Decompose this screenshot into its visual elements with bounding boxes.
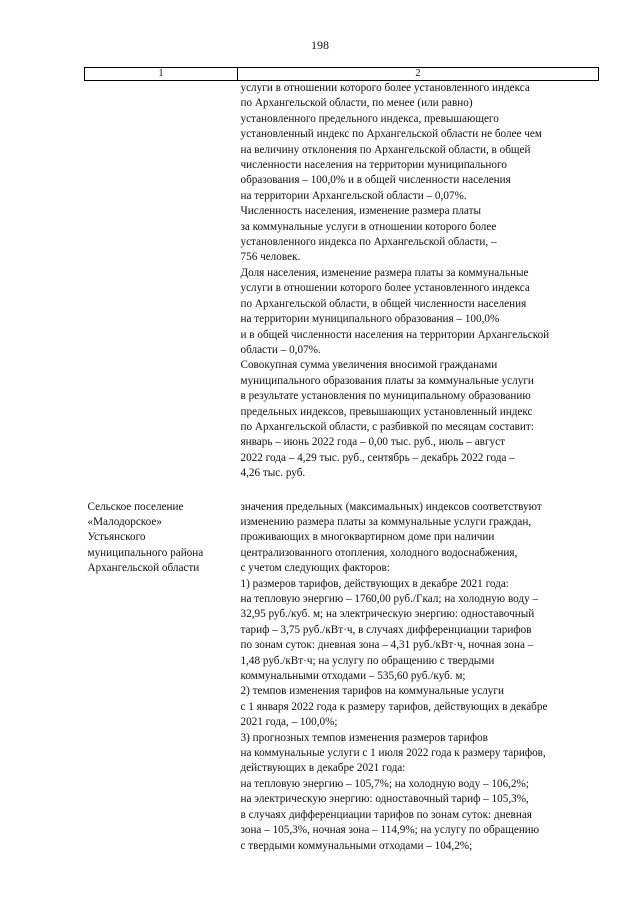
- text-line: по Архангельской области, по менее (или равно): [240, 97, 473, 110]
- text-line: по зонам суток: дневная зона – 4,31 руб./кВт·ч, ночная зона –: [240, 639, 534, 652]
- page-number: 198: [311, 38, 329, 52]
- text-line: 2022 года – 4,29 тыс. руб., сентябрь – декабрь 2022 года –: [240, 451, 515, 464]
- municipality-name-line: Устьянского: [87, 531, 146, 544]
- text-line: проживающих в многоквартирном доме при наличии: [240, 531, 495, 544]
- text-line: установленного индекса по Архангельской области, –: [240, 236, 497, 249]
- text-line: муниципального образования платы за коммунальные услуги: [240, 374, 534, 387]
- text-line: с учетом следующих факторов:: [240, 562, 390, 575]
- municipality-name-line: Архангельской области: [87, 562, 200, 575]
- column-header-2: 2: [238, 68, 599, 81]
- text-line: предельных индексов, превышающих установленный индекс: [240, 405, 533, 418]
- text-line: с 1 января 2022 года к размеру тарифов, действующих в декабре: [240, 700, 548, 713]
- text-line: на величину отклонения по Архангельской области, в общей: [240, 143, 531, 156]
- text-line: Доля населения, изменение размера платы за коммунальные: [240, 266, 529, 279]
- text-line: на тепловую энергию – 105,7%; на холодную воду – 106,2%;: [240, 777, 529, 790]
- text-line: по Архангельской области, с разбивкой по месяцам составит:: [240, 420, 534, 433]
- text-line: на коммунальные услуги с 1 июля 2022 года к размеру тарифов,: [240, 747, 546, 760]
- text-line: области – 0,07%.: [240, 343, 321, 356]
- text-line: на территории Архангельской области – 0,07%.: [240, 189, 467, 202]
- text-line: 3) прогнозных темпов изменения размеров тарифов: [240, 731, 488, 744]
- text-line: 1,48 руб./кВт·ч; на услугу по обращению с твердыми: [240, 654, 495, 667]
- text-line: коммунальными отходами – 535,60 руб./куб. м;: [240, 670, 466, 683]
- text-line: образования – 100,0% и в общей численности населения: [240, 174, 511, 187]
- municipality-name-line: Сельское поселение: [87, 500, 184, 513]
- row2-municipality-cell: [85, 500, 238, 854]
- row-spacer: [85, 482, 599, 500]
- text-line: услуги в отношении которого более установленного индекса: [240, 82, 530, 94]
- text-line: численности населения на территории муниципального: [240, 159, 507, 172]
- row2-description-cell: [238, 500, 599, 854]
- text-line: 4,26 тыс. руб.: [240, 467, 306, 480]
- row1-municipality-cell: [85, 81, 238, 482]
- text-line: действующих в декабре 2021 года:: [240, 762, 406, 775]
- text-line: 2) темпов изменения тарифов на коммунальные услуги: [240, 685, 504, 698]
- text-line: за коммунальные услуги в отношении которого более: [240, 220, 497, 233]
- text-line: установленного предельного индекса, превышающего: [240, 112, 499, 125]
- column-header-1: 1: [85, 68, 238, 81]
- text-line: 32,95 руб./куб. м; на электрическую энергию: одноставочный: [240, 608, 535, 621]
- text-line: на электрическую энергию: одноставочный тариф – 105,3%,: [240, 793, 529, 806]
- text-line: с твердыми коммунальными отходами – 104,2%;: [240, 839, 473, 852]
- text-line: январь – июнь 2022 года – 0,00 тыс. руб., июль – август: [240, 436, 505, 449]
- document-table: [84, 67, 599, 854]
- table-row: [85, 500, 599, 854]
- municipality-name-line: «Малодорское»: [87, 515, 162, 528]
- row1-description-cell: [238, 81, 599, 482]
- text-line: централизованного отопления, холодного водоснабжения,: [240, 546, 518, 559]
- text-line: установленный индекс по Архангельской области не более чем: [240, 128, 542, 141]
- text-line: изменению размера платы за коммунальные услуги граждан,: [240, 515, 532, 528]
- text-line: и в общей численности населения на территории Архангельской: [240, 328, 550, 341]
- text-line: 1) размеров тарифов, действующих в декабре 2021 года:: [240, 577, 509, 590]
- text-line: зона – 105,3%, ночная зона – 114,9%; на услугу по обращению: [240, 824, 540, 837]
- text-line: 756 человек.: [240, 251, 301, 264]
- text-line: на территории муниципального образования – 100,0%: [240, 313, 500, 326]
- text-line: на тепловую энергию – 1760,00 руб./Гкал; на холодную воду –: [240, 593, 539, 605]
- text-line: в результате установления по муниципальному образованию: [240, 390, 531, 403]
- text-line: по Архангельской области, в общей численности населения: [240, 297, 527, 310]
- municipality-name-line: муниципального района: [87, 546, 204, 559]
- text-line: Совокупная сумма увеличения вносимой гражданами: [240, 359, 498, 372]
- text-line: тариф – 3,75 руб./кВт·ч, в случаях дифференциации тарифов: [240, 623, 532, 636]
- table-row: [85, 81, 599, 482]
- text-line: в случаях дифференциации тарифов по зонам суток: дневная: [240, 808, 532, 821]
- table-header-row: [85, 68, 599, 81]
- text-line: значения предельных (максимальных) индексов соответствуют: [240, 500, 542, 513]
- text-line: 2021 года, – 100,0%;: [240, 716, 338, 729]
- text-line: услуги в отношении которого более установленного индекса: [240, 282, 530, 295]
- text-line: Численность населения, изменение размера платы: [240, 205, 482, 218]
